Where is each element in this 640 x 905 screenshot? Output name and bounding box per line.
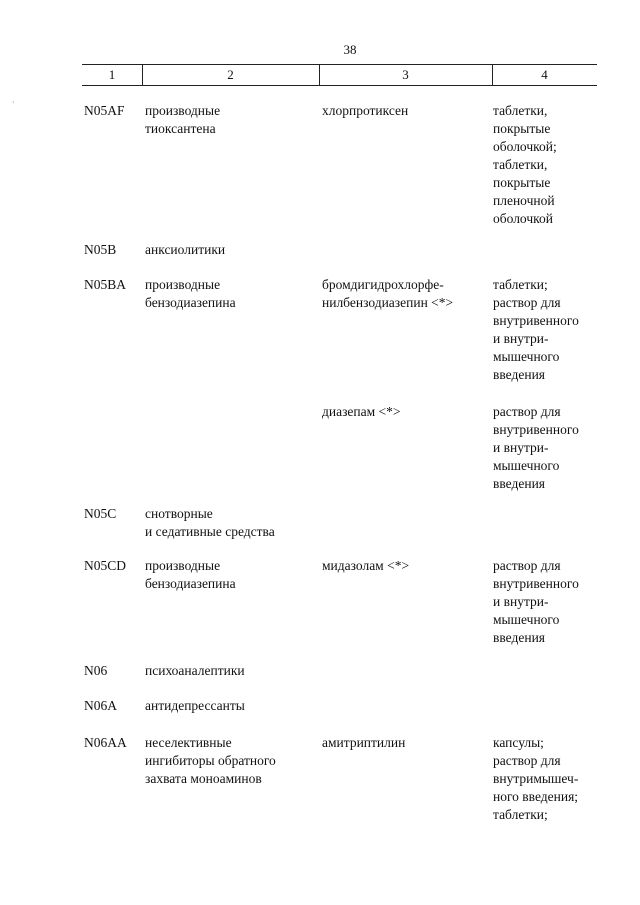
- dosage-form-line: и внутри-: [493, 331, 549, 346]
- dosage-form-line: мышечного: [493, 612, 560, 627]
- group-name-line: производные: [145, 558, 221, 573]
- dosage-form-line: покрытые: [493, 175, 551, 190]
- group-name-line: психоаналептики: [145, 663, 245, 678]
- group-name-line: ингибиторы обратного: [145, 753, 276, 768]
- dosage-form-line: и внутри-: [493, 594, 549, 609]
- drug-name-line: хлорпротиксен: [322, 103, 409, 118]
- dosage-form-cell: [493, 403, 603, 493]
- drug-name-line: нилбензодиазепин <*>: [322, 295, 454, 310]
- group-name-line: производные: [145, 103, 221, 118]
- group-name-cell: [145, 734, 315, 788]
- group-name-line: тиоксантена: [145, 121, 216, 136]
- dosage-form-line: раствор для: [493, 404, 561, 419]
- dosage-form-line: введения: [493, 476, 546, 491]
- atc-code-cell: N05B: [84, 242, 117, 257]
- dosage-form-line: введения: [493, 367, 546, 382]
- dosage-form-line: раствор для: [493, 558, 561, 573]
- drug-name-cell: [322, 102, 487, 120]
- dosage-form-line: таблетки,: [493, 103, 548, 118]
- dosage-form-line: раствор для: [493, 295, 561, 310]
- group-name-line: бензодиазепина: [145, 295, 236, 310]
- dosage-form-line: таблетки,: [493, 157, 548, 172]
- group-name-cell: [145, 662, 315, 680]
- dosage-form-line: таблетки;: [493, 277, 548, 292]
- dosage-form-line: таблетки;: [493, 807, 548, 822]
- group-name-line: и седативные средства: [145, 524, 275, 539]
- drug-name-line: амитриптилин: [322, 735, 406, 750]
- group-name-line: анксиолитики: [145, 242, 226, 257]
- group-name-line: неселективные: [145, 735, 232, 750]
- group-name-line: производные: [145, 277, 221, 292]
- dosage-form-line: и внутри-: [493, 440, 549, 455]
- group-name-cell: [145, 505, 315, 541]
- dosage-form-line: введения: [493, 630, 546, 645]
- atc-code-cell: N05AF: [84, 103, 125, 118]
- drug-name-cell: [322, 403, 487, 421]
- header-col-4: 4: [541, 67, 548, 82]
- dosage-form-cell: [493, 102, 603, 228]
- atc-code-cell: N06AA: [84, 735, 127, 750]
- drug-name-line: диазепам <*>: [322, 404, 401, 419]
- dosage-form-cell: [493, 557, 603, 647]
- drug-name-cell: [322, 557, 487, 575]
- dosage-form-line: мышечного: [493, 349, 560, 364]
- atc-code-cell: N05BA: [84, 277, 127, 292]
- dosage-form-line: мышечного: [493, 458, 560, 473]
- header-col-3: 3: [402, 67, 409, 82]
- atc-code-cell: N05C: [84, 506, 117, 521]
- group-name-line: бензодиазепина: [145, 576, 236, 591]
- drug-name-cell: [322, 734, 487, 752]
- margin-mark: ·: [12, 98, 15, 107]
- group-name-line: антидепрессанты: [145, 698, 245, 713]
- drug-name-line: мидазолам <*>: [322, 558, 410, 573]
- header-col-2: 2: [227, 67, 234, 82]
- atc-code-cell: N06A: [84, 698, 117, 713]
- header-col-1: 1: [108, 67, 116, 82]
- group-name-cell: [145, 102, 315, 138]
- dosage-form-line: пленочной: [493, 193, 555, 208]
- table-header: [82, 64, 597, 86]
- group-name-cell: [145, 697, 315, 715]
- page-number: 38: [343, 42, 357, 57]
- dosage-form-line: оболочкой;: [493, 139, 557, 154]
- group-name-line: снотворные: [145, 506, 213, 521]
- drug-name-line: бромдигидрохлорфе-: [322, 277, 444, 292]
- group-name-line: захвата моноаминов: [145, 771, 262, 786]
- dosage-form-line: внутривенного: [493, 576, 579, 591]
- dosage-form-line: внутримышеч-: [493, 771, 579, 786]
- dosage-form-line: внутривенного: [493, 422, 579, 437]
- dosage-form-line: внутривенного: [493, 313, 579, 328]
- dosage-form-line: капсулы;: [493, 735, 544, 750]
- dosage-form-line: ного введения;: [493, 789, 579, 804]
- atc-code-cell: N05CD: [84, 558, 127, 573]
- dosage-form-cell: [493, 734, 603, 824]
- group-name-cell: [145, 241, 315, 259]
- drug-name-cell: [322, 276, 487, 312]
- group-name-cell: [145, 557, 315, 593]
- dosage-form-line: раствор для: [493, 753, 561, 768]
- group-name-cell: [145, 276, 315, 312]
- atc-code-cell: N06: [84, 663, 108, 678]
- dosage-form-line: оболочкой: [493, 211, 553, 226]
- dosage-form-line: покрытые: [493, 121, 551, 136]
- dosage-form-cell: [493, 276, 603, 384]
